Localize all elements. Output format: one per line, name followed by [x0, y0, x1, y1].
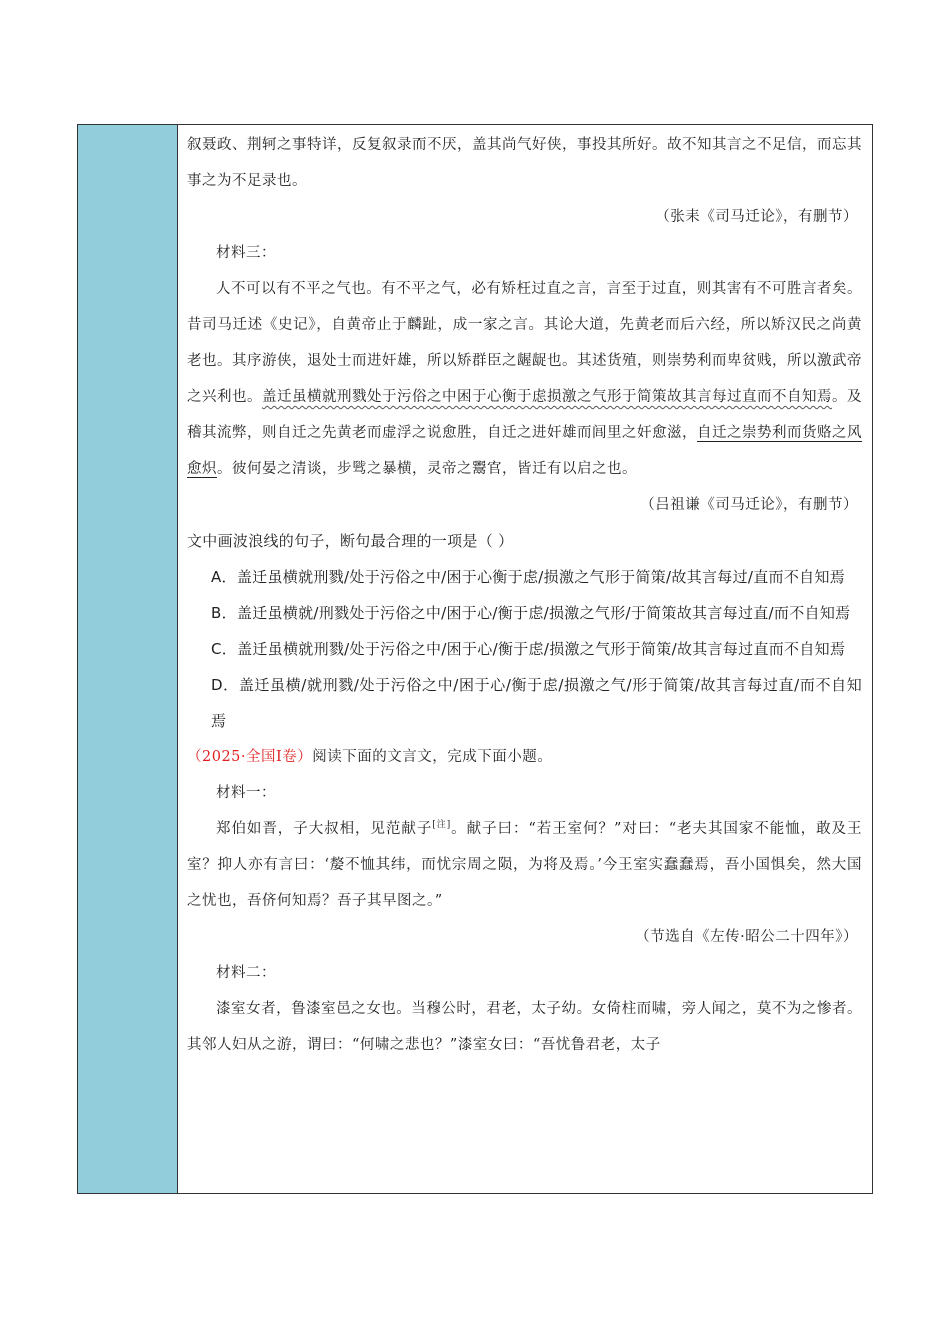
question-options [187, 559, 862, 739]
exam-tag: （2025·全国Ⅰ卷） [187, 749, 313, 765]
option-c: C．盖迁虽横就刑戮/处于污俗之中/困于心/衡于虑/损激之气形于简策/故其言每过直而不自知焉 [211, 640, 846, 658]
page-table [77, 124, 873, 1194]
option-a: A．盖迁虽横就刑戮/处于污俗之中/困于心衡于虑/损激之气形于简策/故其言每过/直而不自知焉 [211, 568, 846, 586]
sidebar-column [78, 125, 178, 1193]
option-d: D．盖迁虽横/就刑戮/处于污俗之中/困于心/衡于虑/损激之气/形于简策/故其言每过直/而不自知焉 [211, 676, 863, 730]
material2-heading: 材料二： [216, 965, 276, 981]
material3-source: （吕祖谦《司马迁论》，有删节） [640, 497, 858, 513]
footnote-marker: [注] [432, 820, 451, 830]
option-b: B．盖迁虽横就/刑戮处于污俗之中/困于心/衡于虑/损激之气形/于简策故其言每过直/而不自知焉 [211, 604, 851, 622]
material2-text: 漆室女者，鲁漆室邑之女也。当穆公时，君老，太子幼。女倚柱而啸，旁人闻之，莫不为之惨者。其邻人妇从之游，谓曰：“何啸之悲也？”漆室女曰：“吾忧鲁君老，太子 [187, 1001, 862, 1053]
material1-heading: 材料一： [216, 785, 276, 801]
passage-intro: （2025·全国Ⅰ卷）阅读下面的文言文，完成下面小题。 [187, 749, 553, 765]
material1-source: （节选自《左传·昭公二十四年》） [635, 929, 858, 945]
material3-heading: 材料三： [216, 245, 276, 261]
material2-tail: 叙聂政、荆轲之事特详，反复叙录而不厌，盖其尚气好侠，事投其所好。故不知其言之不足信，而忘其事之为不足录也。 [187, 137, 862, 189]
material3-text: 人不可以有不平之气也。有不平之气，必有矫枉过直之言，言至于过直，则其害有不可胜言者矣。昔司马迁述《史记》，自黄帝止于麟趾，成一家之言。其论大道，先黄老而后六经，所以矫汉民之尚黄老也。其序游侠，退处士而进奸雄，所以矫群臣之龌龊也。其述货殖，则崇势利而卑贫贱，所以激武帝之兴利也。盖迁虽横就刑戮处于污俗之中困于心衡于虑损激之气形于简策故其言每过直而不自知焉。及稽其流弊，则自迁之先黄老而虚浮之说愈胜，自迁之进奸雄而闾里之奸愈滋，自迁之崇势利而货赂之风愈炽。彼何晏之清谈，步骘之暴横，灵帝之鬻官，皆迁有以启之也。 [187, 281, 863, 477]
content-cell [178, 125, 872, 1193]
material2-source: （张耒《司马迁论》，有删节） [655, 209, 858, 225]
question-stem: 文中画波浪线的句子，断句最合理的一项是（ ） [187, 532, 514, 550]
material1-text: 郑伯如晋，子大叔相，见范献子[注]。献子曰：“若王室何？”对曰：“老夫其国家不能恤，敢及王室？抑人亦有言曰：‘嫠不恤其纬，而忧宗周之陨，为将及焉。’今王室实蠢蠢焉，吾小国惧矣，然大国之忧也，吾侪何知焉？吾子其早图之。” [187, 820, 863, 909]
wavy-sentence: 盖迁虽横就刑戮处于污俗之中困于心衡于虑损激之气形于简策故其言每过直而不自知焉 [262, 389, 832, 405]
underlined-sentence: 自迁之崇势利而货赂之风愈炽 [187, 425, 862, 477]
